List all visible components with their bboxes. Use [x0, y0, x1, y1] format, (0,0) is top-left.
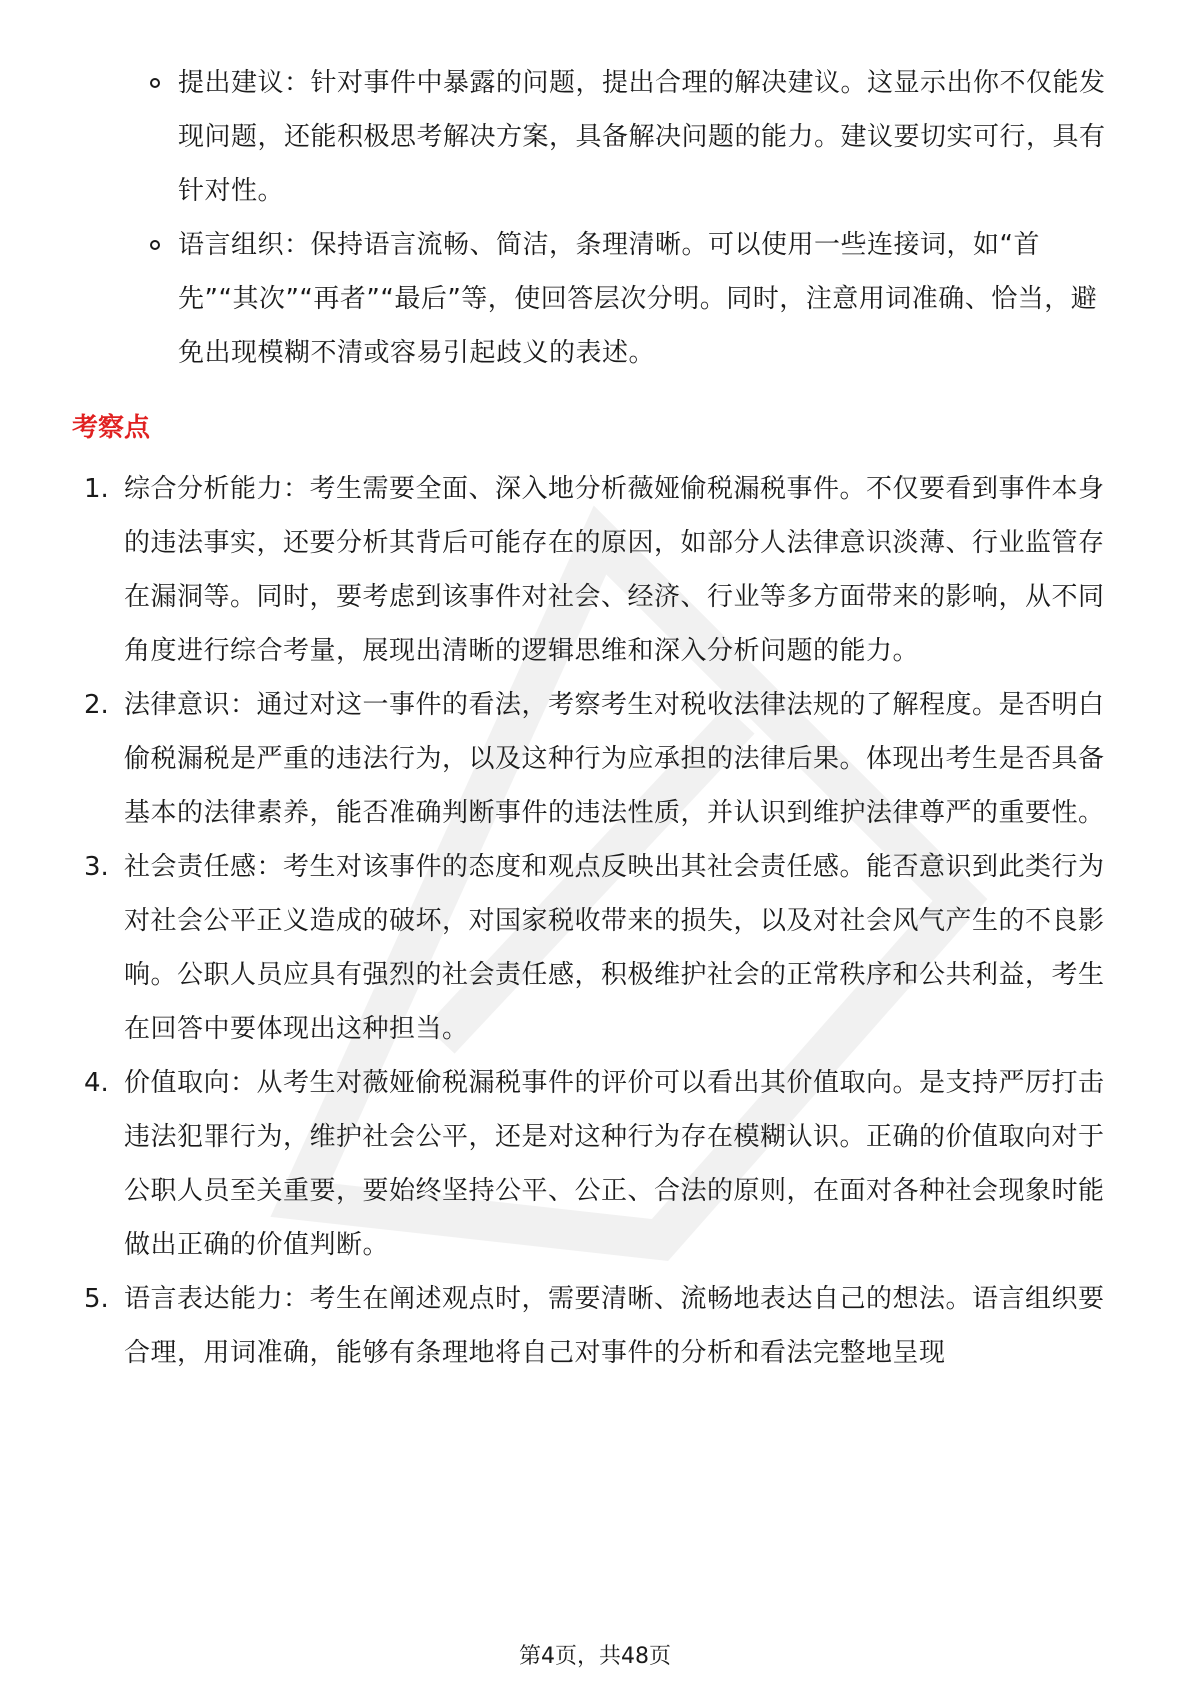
item-text: 法律意识：通过对这一事件的看法，考察考生对税收法律法规的了解程度。是否明白偷税漏税是严重的违法行为，以及这种行为应承担的法律后果。体现出考生是否具备基本的法律素养，能否准确判断事件的违法性质，并认识到维护法律尊严的重要性。 [124, 690, 1105, 828]
hollow-bullet-icon [150, 240, 160, 250]
sub-item-text: 语言组织：保持语言流畅、简洁，条理清晰。可以使用一些连接词，如“首先”“其次”“再者”“最后”等，使回答层次分明。同时，注意用词准确、恰当，避免出现模糊不清或容易引起歧义的表述。 [178, 230, 1098, 368]
section-title: 考察点 [72, 413, 151, 443]
item-text: 社会责任感：考生对该事件的态度和观点反映出其社会责任感。能否意识到此类行为对社会公平正义造成的破坏，对国家税收带来的损失，以及对社会风气产生的不良影响。公职人员应具有强烈的社会责任感，积极维护社会的正常秩序和公共利益，考生在回答中要体现出这种担当。 [124, 852, 1105, 1044]
item-text: 语言表达能力：考生在阐述观点时，需要清晰、流畅地表达自己的想法。语言组织要合理，用词准确，能够有条理地将自己对事件的分析和看法完整地呈现 [124, 1284, 1105, 1368]
list-item [0, 462, 1190, 678]
assessment-points-list [0, 462, 1190, 1380]
sub-item-language [0, 218, 1190, 380]
sub-item-suggestion [0, 56, 1190, 218]
list-item [0, 678, 1190, 840]
item-number: 2. [84, 690, 109, 720]
item-number: 3. [84, 852, 109, 882]
hollow-bullet-icon [150, 78, 160, 88]
item-number: 1. [84, 474, 109, 504]
page-footer: 第4页，共48页 [519, 1644, 671, 1669]
item-text: 价值取向：从考生对薇娅偷税漏税事件的评价可以看出其价值取向。是支持严厉打击违法犯罪行为，维护社会公平，还是对这种行为存在模糊认识。正确的价值取向对于公职人员至关重要，要始终坚持公平、公正、合法的原则，在面对各种社会现象时能做出正确的价值判断。 [124, 1068, 1105, 1260]
list-item [0, 840, 1190, 1056]
sub-bullet-list [0, 56, 1190, 380]
item-number: 5. [84, 1284, 109, 1314]
list-item [0, 1056, 1190, 1272]
sub-item-text: 提出建议：针对事件中暴露的问题，提出合理的解决建议。这显示出你不仅能发现问题，还能积极思考解决方案，具备解决问题的能力。建议要切实可行，具有针对性。 [178, 68, 1106, 206]
item-number: 4. [84, 1068, 109, 1098]
list-item [0, 1272, 1190, 1380]
item-text: 综合分析能力：考生需要全面、深入地分析薇娅偷税漏税事件。不仅要看到事件本身的违法事实，还要分析其背后可能存在的原因，如部分人法律意识淡薄、行业监管存在漏洞等。同时，要考虑到该事件对社会、经济、行业等多方面带来的影响，从不同角度进行综合考量，展现出清晰的逻辑思维和深入分析问题的能力。 [124, 474, 1105, 666]
